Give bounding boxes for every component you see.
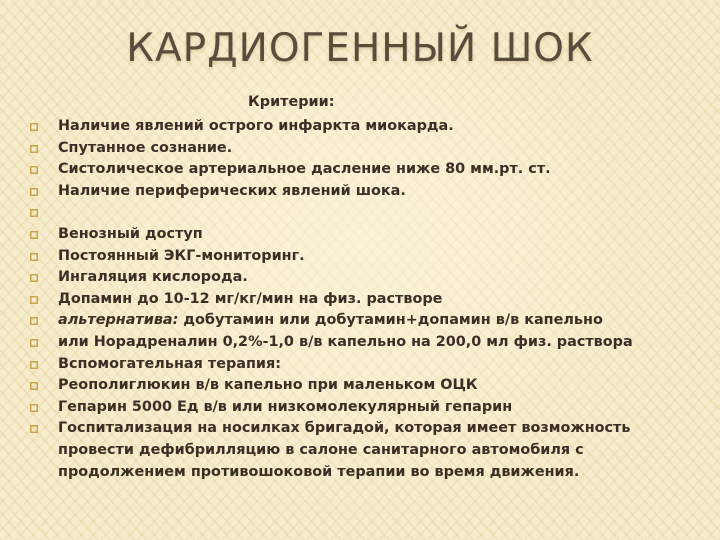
hollow-square-icon <box>30 166 38 174</box>
list-item <box>30 116 712 138</box>
list-item <box>30 375 712 397</box>
list-item-text: Гепарин 5000 Ед в/в или низкомолекулярный гепарин <box>58 398 513 415</box>
list-item-text: Наличие периферических явлений шока. <box>58 182 406 199</box>
hollow-square-icon <box>30 382 38 390</box>
list-item-text: Спутанное сознание. <box>58 139 233 156</box>
hollow-square-icon <box>30 339 38 347</box>
list-item-text: Вспомогательная терапия: <box>58 355 281 372</box>
list-item <box>30 138 712 160</box>
list-item-text: добутамин или добутамин+допамин в/в капельно <box>178 312 603 329</box>
list-item <box>30 310 712 332</box>
list-item <box>30 267 712 289</box>
list-item <box>30 332 712 354</box>
slide-content <box>30 92 712 483</box>
list-item-empty <box>30 202 712 224</box>
list-item-text: Госпитализация на носилках бригадой, которая имеет возможность провести дефибрилляцию в салоне санитарного автомобиля с продолжением противошоковой терапии во время движения. <box>58 420 631 480</box>
hollow-square-icon <box>30 188 38 196</box>
hollow-square-icon <box>30 404 38 412</box>
list-item-text: или Норадреналин 0,2%-1,0 в/в капельно на 200,0 мл физ. раствора <box>58 333 633 350</box>
hollow-square-icon <box>30 123 38 131</box>
hollow-square-icon <box>30 425 38 433</box>
hollow-square-icon <box>30 145 38 153</box>
list-item <box>30 181 712 203</box>
hollow-square-icon <box>30 231 38 239</box>
list-item-text: Постоянный ЭКГ-мониторинг. <box>58 247 305 264</box>
list-item <box>30 224 712 246</box>
bullet-list <box>30 116 712 483</box>
hollow-square-icon <box>30 274 38 282</box>
criteria-heading: Критерии: <box>248 94 335 110</box>
list-item-text: Ингаляция кислорода. <box>58 269 248 286</box>
list-item <box>30 354 712 376</box>
hollow-square-icon <box>30 317 38 325</box>
list-item-text: Систолическое артериальное дасление ниже 80 мм.рт. ст. <box>58 161 551 178</box>
slide-title: КАРДИОГЕННЫЙ ШОК <box>126 26 594 71</box>
hollow-square-icon <box>30 253 38 261</box>
hollow-square-icon <box>30 209 38 217</box>
alternative-label: альтернатива: <box>58 312 179 329</box>
list-item-text: Реополиглюкин в/в капельно при маленьком ОЦК <box>58 377 478 394</box>
hollow-square-icon <box>30 361 38 369</box>
list-item-text: Допамин до 10-12 мг/кг/мин на физ. растворе <box>58 290 443 307</box>
list-item <box>30 418 712 483</box>
list-item <box>30 246 712 268</box>
list-item-text: Наличие явлений острого инфаркта миокарда. <box>58 118 454 134</box>
list-item <box>30 159 712 181</box>
list-item <box>30 397 712 419</box>
list-item-text: Венозный доступ <box>58 225 203 242</box>
hollow-square-icon <box>30 296 38 304</box>
list-item <box>30 289 712 311</box>
